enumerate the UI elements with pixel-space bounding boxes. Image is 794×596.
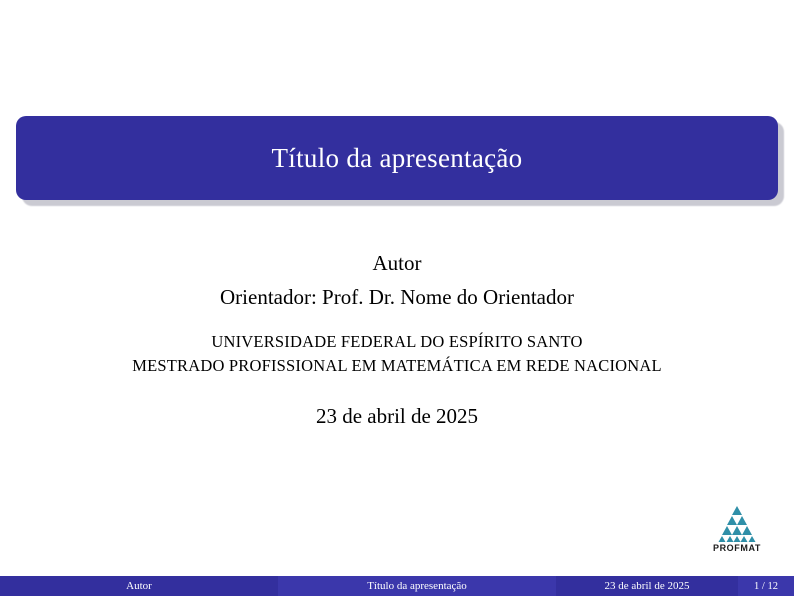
footer-title: Título da apresentação [278,576,556,596]
author-block [0,248,794,312]
advisor-name: Orientador: Prof. Dr. Nome do Orientador [220,285,574,309]
institution-block [0,330,794,378]
footer-date: 23 de abril de 2025 [556,576,738,596]
page-title: Título da apresentação [271,142,523,173]
slide-footer [0,576,794,596]
institution-university: UNIVERSIDADE FEDERAL DO ESPÍRITO SANTO [211,332,583,351]
title-banner [16,116,778,200]
title-banner-body [16,116,778,200]
footer-page-number: 1 / 12 [738,576,794,596]
institution-program: MESTRADO PROFISSIONAL EM MATEMÁTICA EM REDE NACIONAL [132,356,662,375]
profmat-logo-label: PROFMAT [712,543,762,553]
profmat-logo [704,504,770,560]
footer-author: Autor [0,576,278,596]
presentation-date: 23 de abril de 2025 [315,404,479,428]
sierpinski-triangle-icon [704,504,770,542]
author-name: Autor [372,251,422,275]
